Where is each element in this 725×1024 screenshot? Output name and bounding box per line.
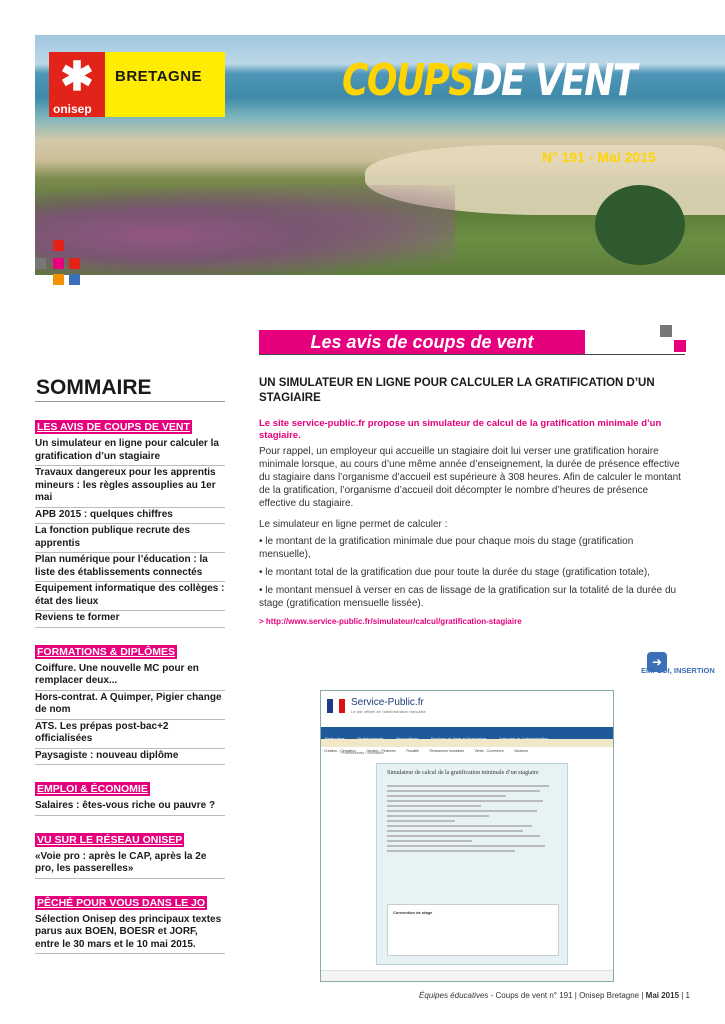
site-title: Service-Public.fr — [351, 697, 424, 708]
decorative-squares — [35, 240, 85, 290]
subnav-item: Ressources humaines — [429, 749, 465, 753]
list-item[interactable]: Plan numérique pour l’éducation : la liste des établissements connectés — [35, 553, 225, 582]
simulator-panel — [376, 763, 568, 965]
republic-logo-icon — [327, 699, 345, 713]
sommaire-title: SOMMAIRE — [36, 376, 152, 399]
sommaire-section — [35, 417, 225, 628]
section-heading[interactable]: FORMATIONS & DIPLÔMES — [37, 645, 176, 658]
list-item[interactable]: La fonction publique recrute des apprentis — [35, 524, 225, 553]
article-link[interactable]: > http://www.service-public.fr/simulateur/calcul/gratification-stagiaire — [259, 617, 522, 626]
decorative-square — [660, 325, 672, 337]
sommaire-list — [35, 417, 225, 968]
section-heading[interactable]: PÊCHÉ POUR VOUS DANS LE JO — [37, 896, 206, 909]
form-label: Convention de stage — [393, 910, 433, 915]
list-item[interactable]: APB 2015 : quelques chiffres — [35, 508, 225, 525]
panel-title: Simulateur de calcul de la gratification minimale d’un stagiaire — [387, 770, 539, 776]
list-item[interactable]: Sélection Onisep des principaux textes parus aux BOEN, BOESR et JORF, entre le 30 mars et le 10 mai 2015. — [35, 913, 225, 955]
list-item[interactable]: Hors-contrat. A Quimper, Pigier change de nom — [35, 691, 225, 720]
sommaire-section — [35, 779, 225, 816]
list-item[interactable]: «Voie pro : après le CAP, après la 2e pro, les passerelles» — [35, 850, 225, 879]
footer-publication: Équipes éducatives — [419, 991, 489, 1000]
breadcrumb: Professionnels › Simulateur — [341, 751, 384, 755]
article-bullet: • le montant mensuel à verser en cas de lissage de la gratification sur la totalité de la durée du stage (gratification mensuelle lissée). — [259, 585, 677, 609]
logo-brand: onisep — [53, 102, 92, 116]
page-footer — [360, 991, 690, 1000]
article-lede: Le site service-public.fr propose un simulateur de calcul de la gratification minimale d’un stagiaire. — [259, 418, 662, 441]
footer-text: - Coups de vent n° 191 | Onisep Bretagne | — [488, 991, 646, 1000]
issue-number: N° 191 - Mai 2015 — [542, 149, 656, 165]
site-nav — [321, 727, 613, 739]
subnav-item: Gestion - Finances — [366, 749, 396, 753]
list-item[interactable]: Un simulateur en ligne pour calculer la gratification d’un stagiaire — [35, 437, 225, 466]
website-screenshot — [320, 690, 614, 982]
sommaire-section — [35, 642, 225, 766]
site-subtitle: Le site officiel de l’administration française — [351, 709, 426, 714]
section-heading[interactable]: LES AVIS DE COUPS DE VENT — [37, 421, 190, 433]
footer-date: Mai 2015 — [645, 991, 680, 1000]
section-banner: Les avis de coups de vent — [259, 330, 585, 354]
article-bullet: • le montant de la gratification minimale due pour chaque mois du stage (gratification mensuelle), — [259, 536, 634, 560]
list-item[interactable]: Travaux dangereux pour les apprentis mineurs : les règles assouplies au 1er mai — [35, 466, 225, 508]
article-bullet: • le montant total de la gratification due pour toute la durée du stage (gratification totale), — [259, 567, 650, 578]
sommaire-section — [35, 893, 225, 955]
subnav-item: Secteurs — [514, 749, 529, 753]
page-number: | 1 — [679, 991, 690, 1000]
article-tag: EMPLOI, INSERTION — [641, 666, 715, 675]
sommaire-section — [35, 830, 225, 879]
section-heading[interactable]: EMPLOI & ÉCONOMIE — [37, 783, 148, 795]
decorative-square — [674, 340, 686, 352]
onisep-star-icon: ✱ — [60, 55, 94, 99]
simulator-form — [387, 904, 559, 956]
subnav-item: Création - Cessation — [324, 749, 356, 753]
list-item[interactable]: Coiffure. Une nouvelle MC pour en remplacer deux... — [35, 662, 225, 691]
logo-region: BRETAGNE — [115, 68, 203, 85]
list-item[interactable]: Salaires : êtes-vous riche ou pauvre ? — [35, 799, 225, 816]
subnav-item: Fiscalité — [406, 749, 420, 753]
article-paragraph: Pour rappel, un employeur qui accueille un stagiaire doit lui verser une gratification horaire minimale lorsque, au cours d’une même année d’enseignement, la durée de présence effective du stagiaire dans l’organisme d’accueil est supérieure à 308 heures. Afin de calculer le montant de la gratification, l’organisme d’accueil doit décompter le nombre d’heures de présence effective du stagiaire. — [259, 446, 681, 509]
section-heading[interactable]: VU SUR LE RÉSEAU ONISEP — [37, 833, 183, 846]
article-title: UN SIMULATEUR EN LIGNE POUR CALCULER LA GRATIFICATION D’UN STAGIAIRE — [259, 377, 655, 404]
newsletter-title: COUPSDE VENT — [342, 55, 636, 106]
article-paragraph: Le simulateur en ligne permet de calculer : — [259, 519, 448, 530]
subnav-item: Vente - Commerce — [474, 749, 504, 753]
list-item[interactable]: Equipement informatique des collèges : état des lieux — [35, 582, 225, 611]
list-item[interactable]: Paysagiste : nouveau diplôme — [35, 749, 225, 766]
list-item[interactable]: Reviens te former — [35, 611, 225, 628]
share-arrow-icon: ➜ — [647, 652, 667, 672]
list-item[interactable]: ATS. Les prépas post-bac+2 officialisées — [35, 720, 225, 749]
